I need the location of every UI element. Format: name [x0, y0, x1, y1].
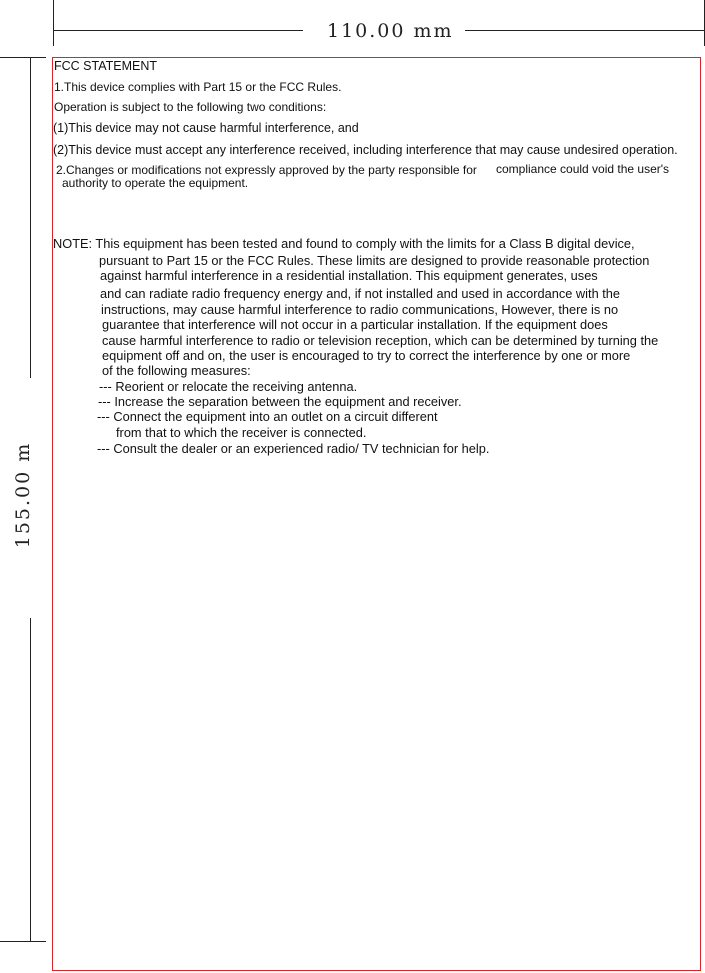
dim-left-bottom-tick [0, 941, 46, 942]
fcc-line-5a: 2.Changes or modifications not expressly approved by the party responsible for [56, 163, 477, 177]
measure-item: from that to which the receiver is connected. [116, 425, 367, 440]
dim-left-line-bottom [30, 618, 31, 942]
label-boundary [52, 57, 701, 971]
width-dimension-label: 110.00 mm [327, 20, 454, 42]
note-line: cause harmful interference to radio or television reception, which can be determined by turning the [102, 333, 659, 348]
note-line: of the following measures: [102, 363, 251, 378]
fcc-title: FCC STATEMENT [54, 59, 158, 73]
note-line: and can radiate radio frequency energy and, if not installed and used in accordance with the [100, 286, 621, 301]
measure-item: --- Reorient or relocate the receiving antenna. [99, 379, 358, 394]
note-line: pursuant to Part 15 or the FCC Rules. These limits are designed to provide reasonable protection [99, 253, 650, 268]
dim-top-left-tick [53, 0, 54, 46]
fcc-line-2: Operation is subject to the following two conditions: [54, 100, 327, 114]
fcc-line-6: authority to operate the equipment. [62, 176, 249, 190]
measure-item: --- Increase the separation between the equipment and receiver. [98, 394, 462, 409]
note-line: NOTE: This equipment has been tested and found to comply with the limits for a Class B digital device, [53, 236, 635, 251]
measure-item: --- Connect the equipment into an outlet on a circuit different [97, 409, 438, 424]
dim-top-line-right [465, 30, 705, 31]
fcc-line-1: 1.This device complies with Part 15 or the FCC Rules. [54, 80, 342, 94]
fcc-line-3: (1)This device may not cause harmful interference, and [53, 121, 359, 135]
measure-item: --- Consult the dealer or an experienced radio/ TV technician for help. [97, 441, 490, 456]
dim-left-top-tick [0, 57, 46, 58]
note-line: equipment off and on, the user is encouraged to try to correct the interference by one or more [102, 348, 631, 363]
note-line: instructions, may cause harmful interference to radio communications, However, there is no [101, 302, 619, 317]
note-line: against harmful interference in a residential installation. This equipment generates, uses [100, 268, 598, 283]
note-line: guarantee that interference will not occur in a particular installation. If the equipment does [102, 317, 608, 332]
height-dimension-label: 155.00 m [12, 441, 34, 549]
dim-top-line-left [53, 30, 303, 31]
fcc-line-4: (2)This device must accept any interference received, including interference that may cause undesired operation. [53, 143, 678, 157]
dim-left-line-top [30, 57, 31, 378]
fcc-line-5b: compliance could void the user's [496, 162, 670, 176]
